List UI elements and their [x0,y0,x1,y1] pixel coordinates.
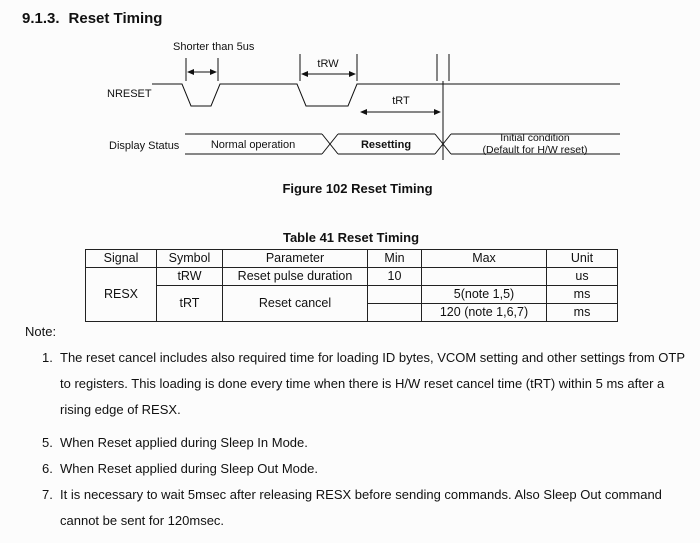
note-text: When Reset applied during Sleep Out Mode. [60,461,318,476]
cell-trw-unit: us [547,268,618,286]
table-header-row [86,250,618,268]
cell-trt-min-a [368,286,422,304]
diagram-arrowheads [187,69,441,115]
table-row-trt-a [86,286,618,304]
state-normal-operation: Normal operation [210,139,296,151]
cell-trt-parameter: Reset cancel [223,286,368,322]
arrowhead [210,69,217,75]
cell-trw-min: 10 [368,268,422,286]
state-initial-condition-line1: Initial condition [500,132,570,144]
cell-trw-symbol: tRW [157,268,223,286]
arrowhead [349,71,356,77]
display-status-label: Display Status [109,140,180,152]
col-header-unit: Unit [547,250,618,268]
shorter-than-5us-label: Shorter than 5us [173,41,255,53]
figure-caption: Figure 102 Reset Timing [282,181,433,196]
note-number: 7. [42,487,53,502]
section-heading [22,10,162,27]
note-text: When Reset applied during Sleep In Mode. [60,435,308,450]
table-row-trw [86,268,618,286]
state-resetting: Resetting [360,139,412,151]
section-number: 9.1.3. [22,10,60,27]
cell-trw-parameter: Reset pulse duration [223,268,368,286]
note-text: It is necessary to wait 5msec after releasing RESX before sending commands. Also Sleep Out command cannot be sent for 120msec. [60,487,662,528]
arrowhead [187,69,194,75]
note-number: 6. [42,461,53,476]
state-initial-condition-line2: (Default for H/W reset) [482,144,588,156]
cell-trt-unit-b: ms [547,304,618,322]
col-header-symbol: Symbol [157,250,223,268]
col-header-min: Min [368,250,422,268]
nreset-waveform [152,84,620,106]
cell-trt-max-b: 120 (note 1,6,7) [422,304,547,322]
col-header-max: Max [422,250,547,268]
reset-timing-diagram [85,36,630,172]
notes-label: Note: [25,324,57,339]
cell-trt-max-a: 5(note 1,5) [422,286,547,304]
section-title: Reset Timing [68,10,163,27]
cell-signal-resx: RESX [86,268,157,322]
nreset-label: NRESET [107,88,152,100]
col-header-signal: Signal [86,250,157,268]
note-number: 5. [42,435,53,450]
trw-label: tRW [317,58,339,70]
arrowhead [301,71,308,77]
note-item-1 [25,345,691,423]
notes-section [25,319,691,534]
col-header-parameter: Parameter [223,250,368,268]
cell-trw-max [422,268,547,286]
arrowhead [360,109,367,115]
note-item-6 [25,456,691,482]
note-number: 1. [42,350,53,365]
note-item-5 [25,430,691,456]
note-item-7 [25,482,691,534]
cell-trt-symbol: tRT [157,286,223,322]
cell-trt-unit-a: ms [547,286,618,304]
reset-timing-table [85,249,618,322]
table-caption: Table 41 Reset Timing [282,230,420,245]
arrowhead [434,109,441,115]
note-text: The reset cancel includes also required time for loading ID bytes, VCOM setting and other settings from OTP to registers. This loading is done every time when there is H/W reset cancel time (tRT) within 5 ms after a rising edge of RESX. [60,350,685,417]
trt-label: tRT [392,95,410,107]
